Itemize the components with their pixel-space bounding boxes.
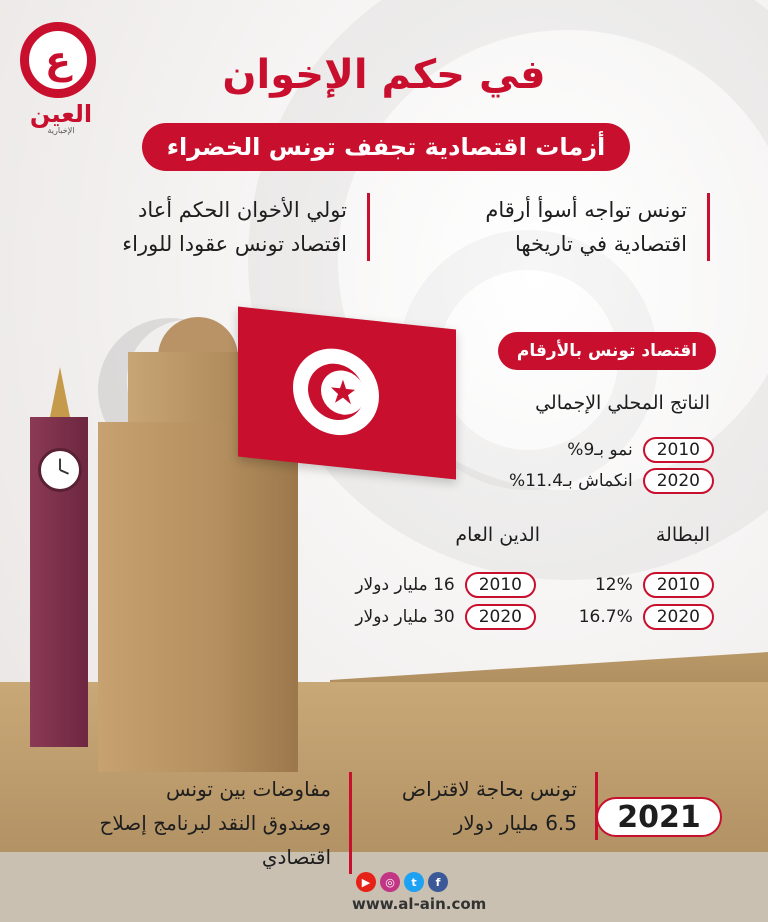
- unemployment-heading: [656, 524, 710, 546]
- bottom-point-borrowing: تونس بحاجة لاقتراض 6.5 مليار دولار: [398, 772, 598, 840]
- logo-circle: [20, 22, 96, 98]
- subtitle-banner: [142, 123, 630, 171]
- logo-subtitle: الإخبارية: [47, 126, 75, 135]
- gdp-heading: [535, 392, 710, 414]
- debt-heading-text: الدين العام: [455, 524, 540, 546]
- debt-row-2020: [355, 604, 536, 630]
- debt-value: 16 مليار دولار: [355, 575, 455, 595]
- minaret: [98, 422, 298, 772]
- bottom-point-imf-talks: مفاوضات بين تونس وصندوق النقد لبرنامج إصلاح اقتصادي: [92, 772, 352, 874]
- flag-crescent-icon: [293, 344, 379, 439]
- year-badge: 2020: [643, 468, 714, 494]
- point-worst-figures: تونس تواجه أسوأ أرقام اقتصادية في تاريخها: [450, 193, 710, 261]
- flag-disc: [293, 344, 379, 439]
- year-badge: 2010: [465, 572, 536, 598]
- gdp-value: نمو بـ9%: [567, 440, 633, 460]
- unemployment-value: 12%: [594, 575, 633, 595]
- al-ain-logo: [20, 22, 102, 135]
- page-title: في حكم الإخوان: [222, 52, 546, 98]
- unemployment-row-2010: [595, 572, 714, 598]
- logo-name: العين: [29, 100, 93, 128]
- year-badge: 2010: [643, 437, 714, 463]
- facebook-icon[interactable]: f: [428, 872, 448, 892]
- bottom-year-badge: 2021: [596, 797, 722, 837]
- year-badge: 2010: [643, 572, 714, 598]
- gdp-row-2010: [567, 437, 714, 463]
- youtube-icon[interactable]: ▶: [356, 872, 376, 892]
- social-links: [356, 872, 448, 892]
- unemployment-heading-text: البطالة: [655, 524, 710, 546]
- clock-icon: [38, 448, 82, 492]
- tunisia-flag: [238, 307, 456, 480]
- debt-row-2010: [355, 572, 536, 598]
- debt-heading: [455, 524, 540, 546]
- unemployment-value: 16.7%: [578, 607, 633, 627]
- year-badge: 2020: [465, 604, 536, 630]
- subtitle-text: أزمات اقتصادية تجفف تونس الخضراء: [166, 133, 606, 161]
- point-brotherhood-rule: تولي الأخوان الحكم أعاد اقتصاد تونس عقودا للوراء: [100, 193, 370, 261]
- unemployment-row-2020: [579, 604, 714, 630]
- section-banner: [498, 332, 716, 370]
- gdp-heading-text: الناتج المحلي الإجمالي: [535, 392, 710, 414]
- gdp-row-2020: [509, 468, 714, 494]
- gdp-value: انكماش بـ11.4%: [509, 471, 633, 491]
- section-title: اقتصاد تونس بالأرقام: [516, 341, 698, 361]
- logo-letter: ع: [45, 38, 71, 82]
- year-badge: 2020: [643, 604, 714, 630]
- twitter-icon[interactable]: t: [404, 872, 424, 892]
- website-link[interactable]: www.al-ain.com: [352, 895, 487, 913]
- debt-value: 30 مليار دولار: [355, 607, 455, 627]
- instagram-icon[interactable]: ◎: [380, 872, 400, 892]
